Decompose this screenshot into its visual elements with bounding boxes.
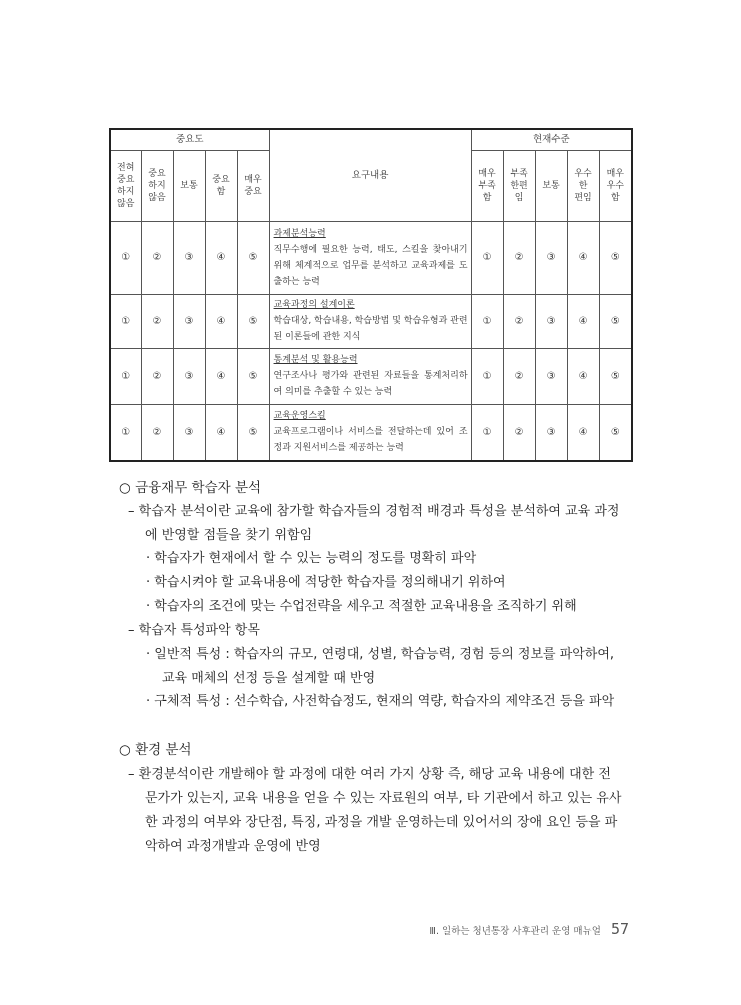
current-level-header: 현재수준 [471,129,632,151]
paragraph-line: – 환경분석이란 개발해야 할 과정에 대한 여러 가지 상황 즉, 해당 교육 내용에 대한 전 [128,767,611,782]
current-level: 부족 한편 임 [503,151,535,222]
page-number: 57 [610,920,629,938]
requirement-cell [269,349,471,405]
rating-option[interactable]: ⑤ [599,349,632,405]
rating-option[interactable]: ⑤ [237,405,269,462]
rating-option[interactable]: ③ [173,349,205,405]
rating-option[interactable]: ④ [567,222,599,295]
importance-level: 전혀 중요 하지 않음 [110,151,141,222]
importance-level: 보통 [173,151,205,222]
rating-option[interactable]: ② [141,405,173,462]
paragraph-line: 문가가 있는지, 교육 내용을 얻을 수 있는 자료원의 여부, 타 기관에서 하고 있는 유사 [145,791,622,806]
rating-option[interactable]: ② [503,405,535,462]
rating-option[interactable]: ② [503,349,535,405]
rating-option[interactable]: ④ [567,405,599,462]
requirement-desc: 교육프로그램이나 서비스를 전달하는데 있어 조정과 지원서비스를 제공하는 능력 [273,427,468,453]
bullet-item: · 학습자의 조건에 맞는 수업전략을 세우고 적절한 교육내용을 조직하기 위해 [146,599,577,614]
paragraph-line: – 학습자 특성파악 항목 [128,623,260,638]
rating-option[interactable]: ③ [173,222,205,295]
rating-option[interactable]: ③ [535,222,567,295]
bullet-item: · 일반적 특성 : 학습자의 규모, 연령대, 성별, 학습능력, 경험 등의 정보를 파악하여, [146,647,615,662]
rating-option[interactable]: ① [471,405,503,462]
requirement-title: 통계분석 및 활용능력 [273,355,358,365]
table-row [110,295,632,349]
current-level: 매우 우수 함 [599,151,632,222]
rating-option[interactable]: ② [503,222,535,295]
bullet-continuation: 교육 매체의 선정 등을 설계할 때 반영 [162,671,376,686]
bullet-item: · 학습시켜야 할 교육내용에 적당한 학습자를 정의해내기 위하여 [146,575,506,590]
requirement-desc: 직무수행에 필요한 능력, 태도, 스킬을 찾아내기 위해 체계적으로 업무를 분석하고 교육과제를 도출하는 능력 [273,244,468,287]
rating-option[interactable]: ③ [535,349,567,405]
requirement-desc: 연구조사나 평가와 관련된 자료들을 통계처리하여 의미를 추출할 수 있는 능력 [273,371,468,397]
rating-option[interactable]: ⑤ [599,222,632,295]
rating-option[interactable]: ④ [567,295,599,349]
rating-option[interactable]: ④ [205,222,237,295]
rating-option[interactable]: ① [110,405,141,462]
requirement-cell [269,295,471,349]
rating-option[interactable]: ④ [205,349,237,405]
requirement-title: 교육과정의 설계이론 [273,300,355,310]
rating-option[interactable]: ⑤ [599,295,632,349]
importance-level: 중요 함 [205,151,237,222]
rating-option[interactable]: ④ [567,349,599,405]
rating-option[interactable]: ③ [173,405,205,462]
paragraph-line: 악하여 과정개발과 운영에 반영 [145,839,321,854]
importance-level: 중요 하지 않음 [141,151,173,222]
rating-option[interactable]: ⑤ [237,222,269,295]
rating-option[interactable]: ② [141,295,173,349]
importance-level: 매우 중요 [237,151,269,222]
requirement-desc: 학습대상, 학습내용, 학습방법 및 학습유형과 관련된 이론들에 관한 지식 [273,316,468,342]
needs-survey-table [109,128,633,462]
requirement-cell [269,222,471,295]
rating-option[interactable]: ② [503,295,535,349]
requirement-title: 교육운영스킬 [273,411,326,421]
rating-option[interactable]: ④ [205,405,237,462]
requirement-header: 요구내용 [269,129,471,222]
rating-option[interactable]: ④ [205,295,237,349]
bullet-item: · 학습자가 현재에서 할 수 있는 능력의 정도를 명확히 파악 [146,551,477,566]
paragraph-line: – 학습자 분석이란 교육에 참가할 학습자들의 경험적 배경과 특성을 분석하여 교육 과정 [128,504,620,519]
paragraph-line: 에 반영할 점들을 찾기 위함임 [145,528,313,543]
rating-option[interactable]: ⑤ [237,295,269,349]
section-heading-learner-analysis: ○ 금융재무 학습자 분석 [119,480,262,496]
rating-option[interactable]: ② [141,222,173,295]
rating-option[interactable]: ③ [535,295,567,349]
rating-option[interactable]: ① [471,349,503,405]
table-row [110,222,632,295]
page-footer [429,920,629,938]
rating-option[interactable]: ⑤ [599,405,632,462]
paragraph-line: 한 과정의 여부와 장단점, 특징, 과정을 개발 운영하는데 있어서의 장애 요인 등을 파 [145,815,618,830]
rating-option[interactable]: ⑤ [237,349,269,405]
requirement-cell [269,405,471,462]
importance-header: 중요도 [110,129,269,151]
table-row [110,405,632,462]
requirement-title: 과제분석능력 [273,228,326,239]
rating-option[interactable]: ① [110,349,141,405]
bullet-item: · 구체적 특성 : 선수학습, 사전학습정도, 현재의 역량, 학습자의 제약조건 등을 파악 [146,694,615,709]
section-heading-environment-analysis: ○ 환경 분석 [119,742,192,758]
rating-option[interactable]: ① [471,222,503,295]
current-level: 매우 부족 함 [471,151,503,222]
current-level: 보통 [535,151,567,222]
rating-option[interactable]: ③ [173,295,205,349]
rating-option[interactable]: ③ [535,405,567,462]
rating-option[interactable]: ② [141,349,173,405]
current-level: 우수 한 편임 [567,151,599,222]
footer-chapter-title: Ⅲ. 일하는 청년통장 사후관리 운영 매뉴얼 [429,926,601,937]
rating-option[interactable]: ① [110,295,141,349]
rating-option[interactable]: ① [110,222,141,295]
table-row [110,349,632,405]
rating-option[interactable]: ① [471,295,503,349]
